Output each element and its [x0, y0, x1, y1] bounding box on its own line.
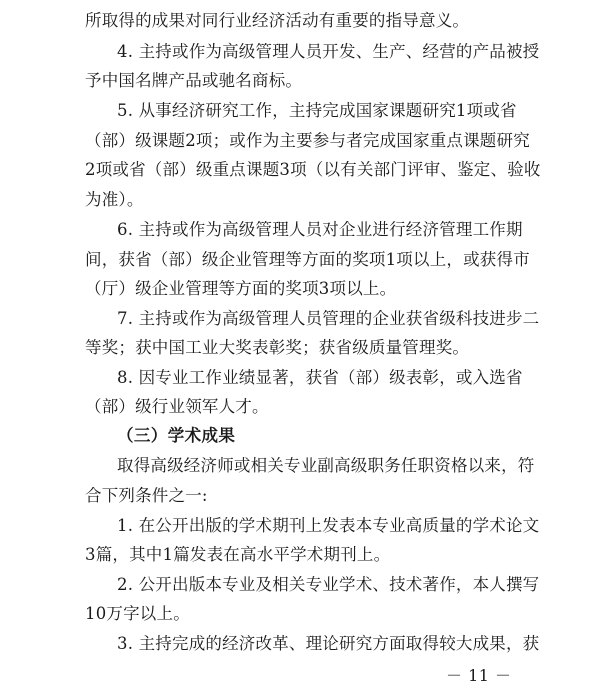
item-4-line-2: 予中国名牌产品或驰名商标。 [85, 71, 303, 90]
section-heading: （三）学术成果 [117, 426, 236, 445]
item-6-line-2: 间，获省（部）级企业管理等方面的奖项1项以上，或获得市 [85, 250, 530, 269]
item-7-line-1: 7. 主持或作为高级管理人员管理的企业获省级科技进步二 [117, 309, 540, 328]
item-5-line-1: 5. 从事经济研究工作，主持完成国家课题研究1项或省 [117, 101, 517, 120]
item-6-line-1: 6. 主持或作为高级管理人员对企业进行经济管理工作期 [117, 220, 523, 239]
page-number: － 11 － [446, 666, 512, 685]
academic-item-2-line-1: 2. 公开出版本专业及相关专业学术、技术著作，本人撰写 [117, 575, 540, 594]
item-6-line-3: （厅）级企业管理等方面的奖项3项以上。 [85, 279, 397, 298]
academic-item-3-line-1: 3. 主持完成的经济改革、理论研究方面取得较大成果，获 [117, 634, 540, 653]
item-8-line-2: （部）级行业领军人才。 [85, 397, 269, 416]
item-5-line-2: （部）级课题2项；或作为主要参与者完成国家重点课题研究 [85, 131, 530, 150]
item-5-line-4: 为准）。 [85, 190, 144, 209]
academic-item-1-line-1: 1. 在公开出版的学术期刊上发表本专业高质量的学术论文 [117, 516, 540, 535]
item-4-line-1: 4. 主持或作为高级管理人员开发、生产、经营的产品被授 [117, 42, 540, 61]
academic-item-2-line-2: 10万字以上。 [85, 604, 190, 623]
intro-line-2: 合下列条件之一: [85, 486, 208, 505]
text-line-1: 所取得的成果对同行业经济活动有重要的指导意义。 [85, 11, 470, 30]
academic-item-1-line-2: 3篇，其中1篇发表在高水平学术期刊上。 [85, 545, 391, 564]
item-5-line-3: 2项或省（部）级重点课题3项（以有关部门评审、鉴定、验收 [85, 160, 541, 179]
intro-line-1: 取得高级经济师或相关专业副高级职务任职资格以来，符 [117, 456, 535, 475]
item-8-line-1: 8. 因专业工作业绩显著，获省（部）级表彰，或入选省 [117, 368, 523, 387]
item-7-line-2: 等奖；获中国工业大奖表彰奖；获省级质量管理奖。 [85, 338, 470, 357]
